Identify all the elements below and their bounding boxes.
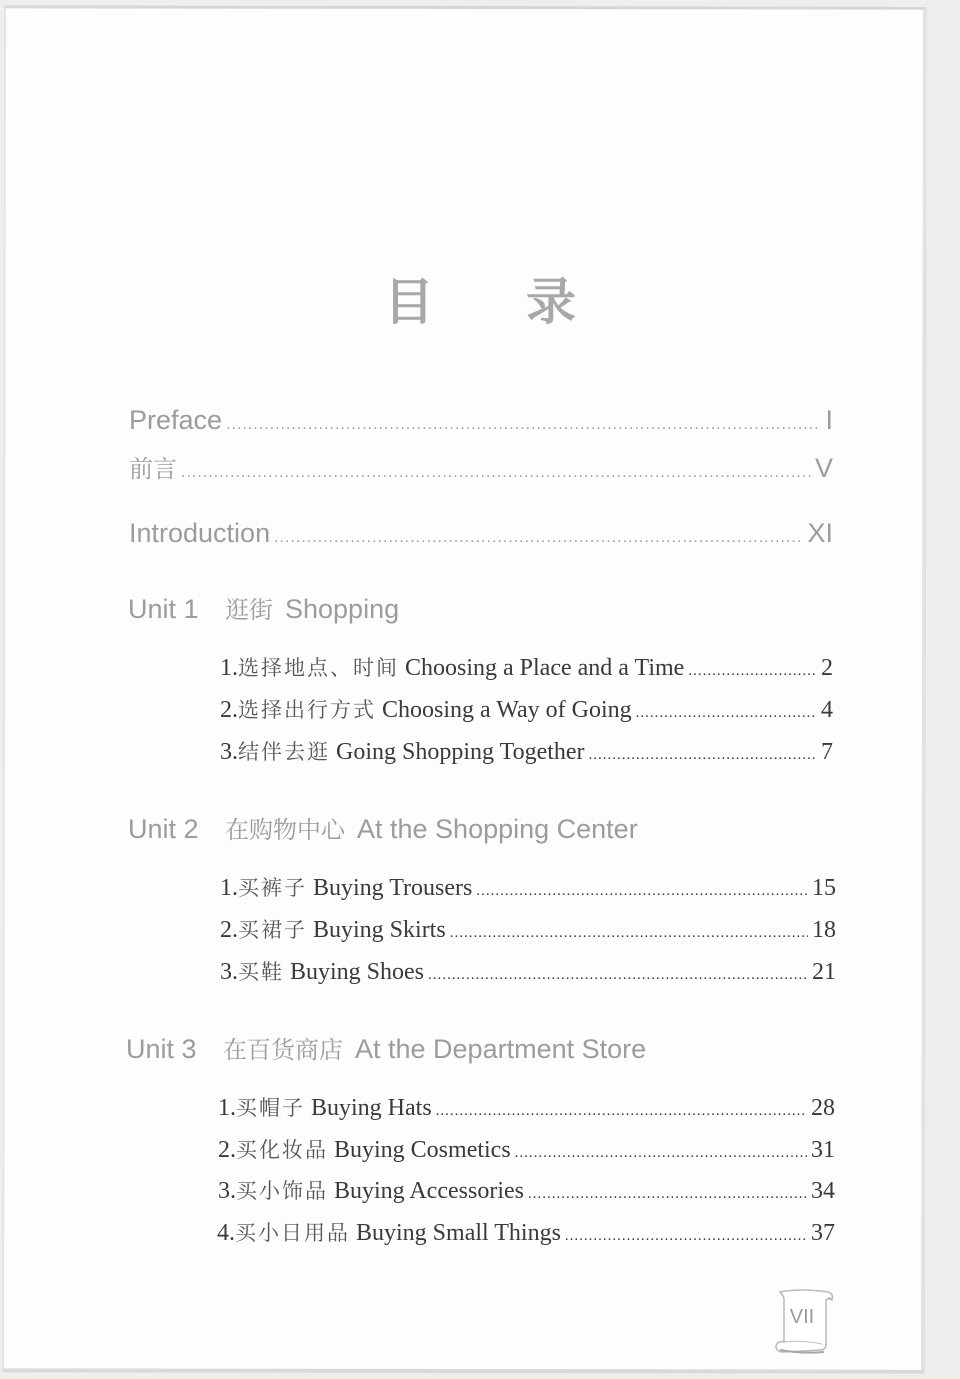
entry-title-en: Buying Cosmetics: [334, 1137, 511, 1163]
entry-page: 15: [812, 875, 836, 901]
entry-page: 2: [821, 655, 833, 681]
entry-title-en: Going Shopping Together: [336, 739, 585, 765]
toc-entry-unit2-1[interactable]: [220, 872, 836, 902]
unit-number: Unit 2: [128, 814, 199, 844]
entry-index: 1.: [218, 1095, 236, 1121]
unit-3-heading[interactable]: [126, 1030, 646, 1065]
toc-entry-preface[interactable]: [129, 405, 833, 436]
entry-index: 2.: [218, 1137, 236, 1163]
leader-dots: [565, 1228, 807, 1245]
toc-entry-unit3-2[interactable]: [218, 1134, 835, 1164]
toc-entry-unit3-4[interactable]: [217, 1217, 835, 1247]
page-number: VII: [789, 1306, 815, 1328]
entry-title-en: Buying Accessories: [334, 1178, 524, 1204]
leader-dots: [515, 1145, 807, 1162]
entry-title-zh: 选择地点、时间: [238, 656, 399, 680]
toc-entry-unit3-3[interactable]: [218, 1175, 835, 1205]
toc-entry-unit3-1[interactable]: [218, 1092, 835, 1122]
entry-page: 34: [811, 1178, 835, 1204]
unit-title-zh: 逛街: [225, 596, 273, 624]
toc-entry-page: I: [825, 405, 833, 435]
entry-page: 31: [811, 1137, 835, 1163]
entry-index: 3.: [218, 1178, 236, 1204]
entry-page: 4: [821, 697, 833, 723]
unit-number: Unit 1: [128, 594, 199, 624]
entry-page: 7: [821, 739, 833, 765]
unit-title-zh: 在购物中心: [225, 816, 345, 844]
entry-index: 1.: [220, 875, 238, 901]
entry-title-zh: 买小饰品: [236, 1179, 328, 1203]
toc-entry-unit1-3[interactable]: [220, 736, 833, 766]
entry-title-en: Buying Shoes: [290, 959, 425, 985]
toc-entry-qianyan[interactable]: [129, 449, 833, 484]
entry-title-zh: 买帽子: [236, 1096, 305, 1120]
toc-entry-unit1-2[interactable]: [220, 694, 833, 724]
entry-title-en: Choosing a Place and a Time: [405, 655, 685, 681]
leader-dots: [476, 883, 808, 900]
entry-title-zh: 买小日用品: [235, 1221, 350, 1245]
unit-title-en: Shopping: [285, 594, 400, 624]
leader-dots: [181, 464, 811, 482]
toc-entry-page: V: [814, 453, 833, 483]
entry-title-en: Buying Small Things: [356, 1220, 561, 1246]
entry-title-zh: 买化妆品: [236, 1138, 328, 1162]
toc-entry-unit1-1[interactable]: [220, 652, 833, 682]
toc-entry-label: 前言: [129, 455, 177, 483]
leader-dots: [274, 529, 803, 547]
leader-dots: [436, 1103, 807, 1120]
leader-dots: [428, 967, 808, 984]
entry-index: 2.: [220, 697, 238, 723]
entry-index: 2.: [220, 917, 238, 943]
entry-index: 4.: [217, 1220, 235, 1246]
entry-title-en: Buying Hats: [311, 1095, 432, 1121]
toc-entry-label: Introduction: [129, 518, 271, 548]
toc-entry-unit2-3[interactable]: [220, 956, 836, 986]
page-number-badge: [772, 1288, 836, 1358]
entry-title-en: Buying Skirts: [313, 917, 446, 943]
entry-page: 18: [812, 917, 836, 943]
leader-dots: [450, 925, 808, 942]
unit-title-zh: 在百货商店: [223, 1036, 343, 1064]
entry-title-en: Buying Trousers: [313, 875, 473, 901]
toc-title: [0, 262, 960, 334]
toc-entry-label: Preface: [129, 405, 223, 435]
unit-number: Unit 3: [126, 1034, 197, 1064]
entry-title-en: Choosing a Way of Going: [382, 697, 632, 723]
toc-entry-unit2-2[interactable]: [220, 914, 836, 944]
leader-dots: [226, 416, 821, 434]
entry-page: 21: [812, 959, 836, 985]
unit-1-heading[interactable]: [128, 590, 399, 625]
entry-index: 3.: [220, 739, 238, 765]
toc-entry-introduction[interactable]: [129, 518, 833, 549]
entry-title-zh: 买裤子: [238, 876, 307, 900]
entry-page: 37: [811, 1220, 835, 1246]
toc-entry-page: XI: [807, 518, 833, 548]
entry-title-zh: 买裙子: [238, 918, 307, 942]
entry-index: 1.: [220, 655, 238, 681]
book-page: [2, 5, 927, 1373]
leader-dots: [688, 663, 817, 680]
leader-dots: [636, 705, 817, 722]
entry-title-zh: 选择出行方式: [238, 698, 376, 722]
unit-title-en: At the Shopping Center: [357, 814, 638, 844]
leader-dots: [589, 747, 817, 764]
toc-title-char-2: 录: [526, 272, 576, 331]
leader-dots: [528, 1186, 807, 1203]
unit-title-en: At the Department Store: [355, 1034, 647, 1064]
entry-index: 3.: [220, 959, 238, 985]
entry-page: 28: [811, 1095, 835, 1121]
entry-title-zh: 买鞋: [238, 960, 284, 984]
unit-2-heading[interactable]: [128, 810, 638, 845]
entry-title-zh: 结伴去逛: [238, 740, 330, 764]
toc-title-char-1: 目: [384, 272, 434, 331]
